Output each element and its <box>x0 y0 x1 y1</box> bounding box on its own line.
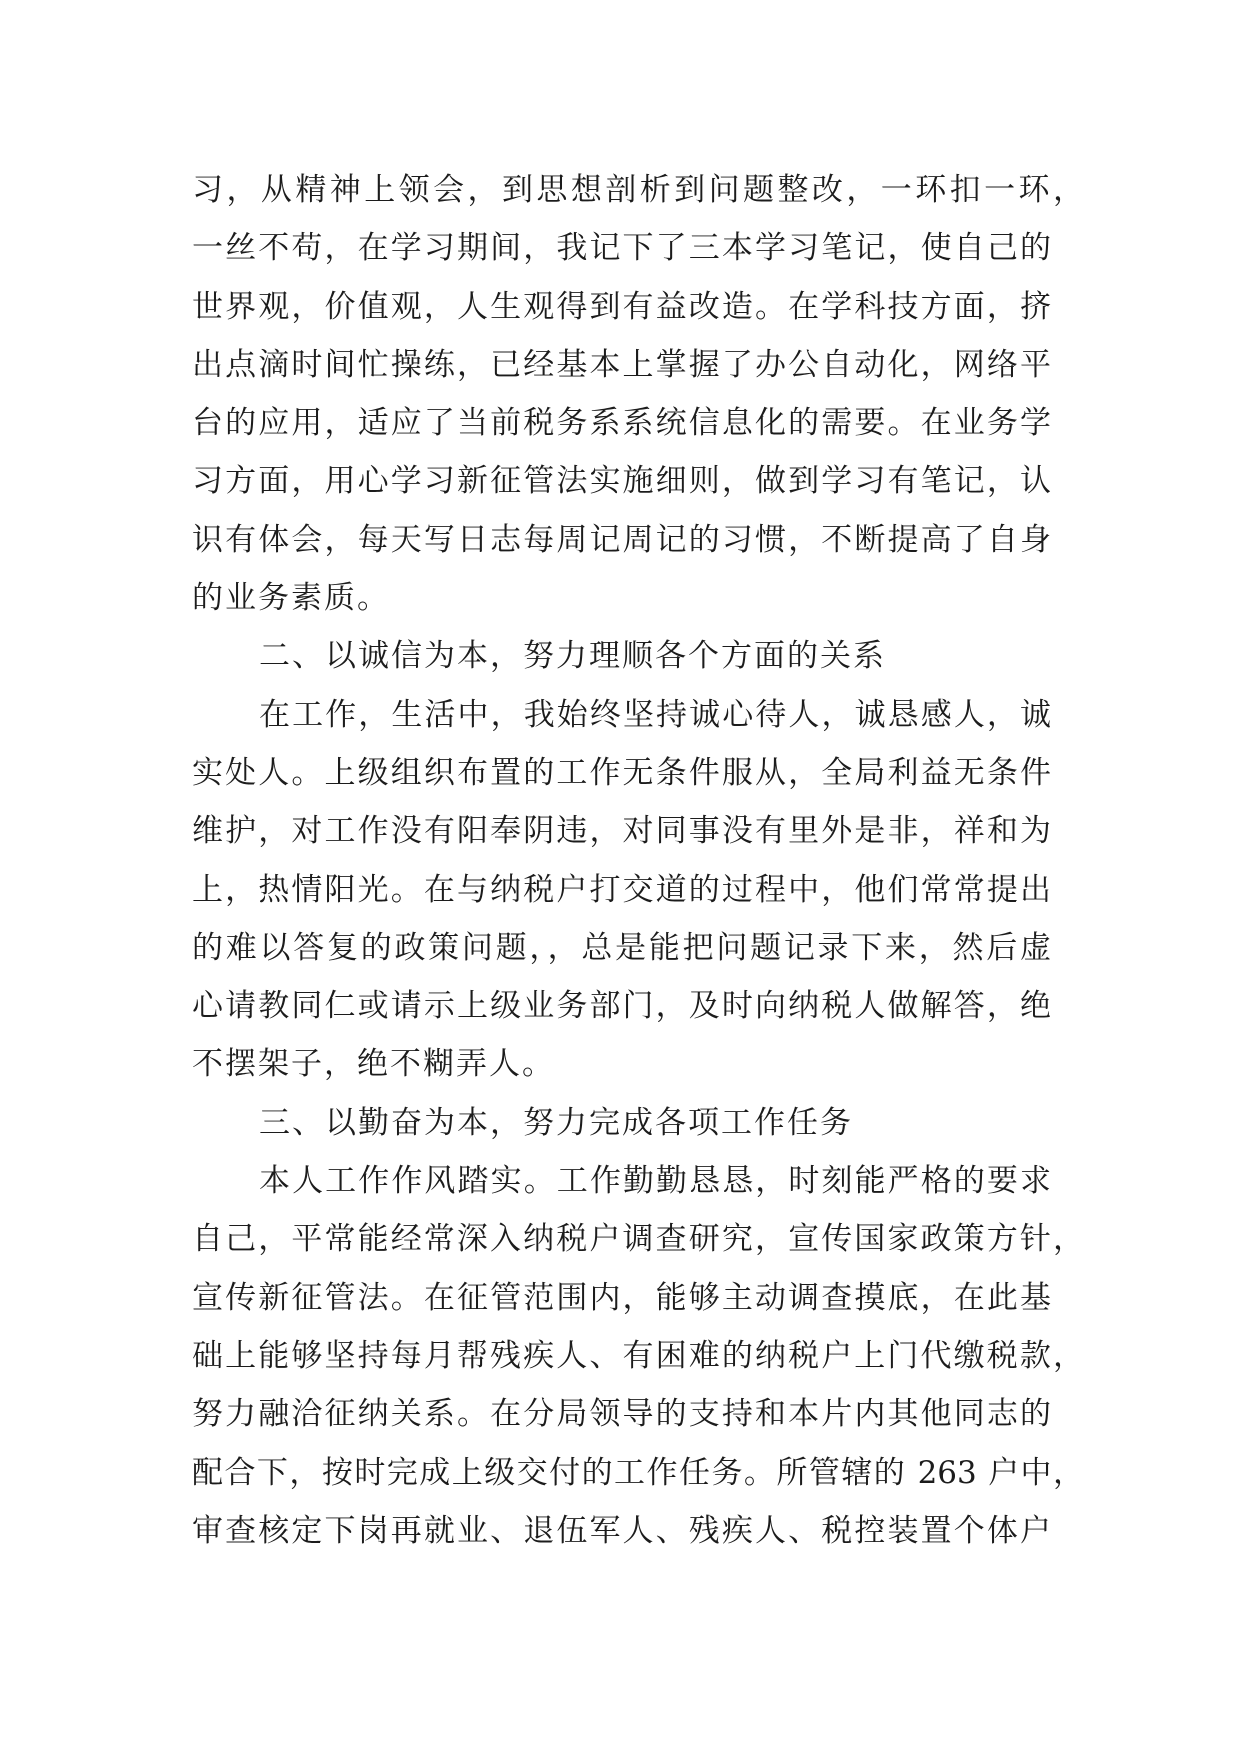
paragraph <box>192 161 1084 627</box>
section-heading-text: 三、以勤奋为本，努力完成各项工作任务 <box>259 1104 853 1141</box>
paragraph <box>192 1152 1084 1560</box>
text-line: 上，热情阳光。在与纳税户打交道的过程中，他们常常提出 <box>192 871 1051 908</box>
text-line: 实处人。上级组织布置的工作无条件服从，全局利益无条件 <box>192 754 1051 791</box>
text-line: 维护，对工作没有阳奉阴违，对同事没有里外是非，祥和为 <box>192 813 1051 850</box>
text-line: 的业务素质。 <box>192 580 390 617</box>
section-heading-text: 二、以诚信为本，努力理顺各个方面的关系 <box>259 638 886 675</box>
text-line: 宣传新征管法。在征管范围内，能够主动调查摸底，在此基 <box>192 1279 1051 1316</box>
text-line: 自己，平常能经常深入纳税户调查研究，宣传国家政策方针， <box>192 1221 1084 1258</box>
text-line: 心请教同仁或请示上级业务部门，及时向纳税人做解答，绝 <box>192 988 1051 1025</box>
text-line: 世界观，价值观，人生观得到有益改造。在学科技方面，挤 <box>192 288 1051 325</box>
text-line: 努力融洽征纳关系。在分局领导的支持和本片内其他同志的 <box>192 1396 1051 1433</box>
text-line: 习，从精神上领会，到思想剖析到问题整改，一环扣一环， <box>192 172 1084 208</box>
section-heading <box>192 627 1084 685</box>
paragraph <box>192 686 1084 1094</box>
text-line: 础上能够坚持每月帮残疾人、有困难的纳税户上门代缴税款， <box>192 1337 1084 1374</box>
text-line: 审查核定下岗再就业、退伍军人、残疾人、税控装置个体户 <box>192 1512 1051 1549</box>
text-line: 出点滴时间忙操练，已经基本上掌握了办公自动化，网络平 <box>192 346 1051 383</box>
text-line: 识有体会，每天写日志每周记周记的习惯，不断提高了自身 <box>192 521 1051 558</box>
text-line: 台的应用，适应了当前税务系系统信息化的需要。在业务学 <box>192 405 1051 442</box>
text-line: 一丝不苟，在学习期间，我记下了三本学习笔记，使自己的 <box>192 230 1051 267</box>
text-line: 在工作，生活中，我始终坚持诚心待人，诚恳感人，诚 <box>259 696 1051 733</box>
text-line: 习方面，用心学习新征管法实施细则，做到学习有笔记，认 <box>192 463 1051 500</box>
text-line: 的难以答复的政策问题，，总是能把问题记录下来，然后虚 <box>192 929 1051 966</box>
text-line: 本人工作作风踏实。工作勤勤恳恳，时刻能严格的要求 <box>259 1163 1051 1200</box>
text-line: 不摆架子，绝不糊弄人。 <box>192 1046 555 1083</box>
text-line: 配合下，按时完成上级交付的工作任务。所管辖的 263 户中， <box>192 1454 1084 1491</box>
document-body <box>192 161 1084 1560</box>
section-heading <box>192 1094 1084 1152</box>
